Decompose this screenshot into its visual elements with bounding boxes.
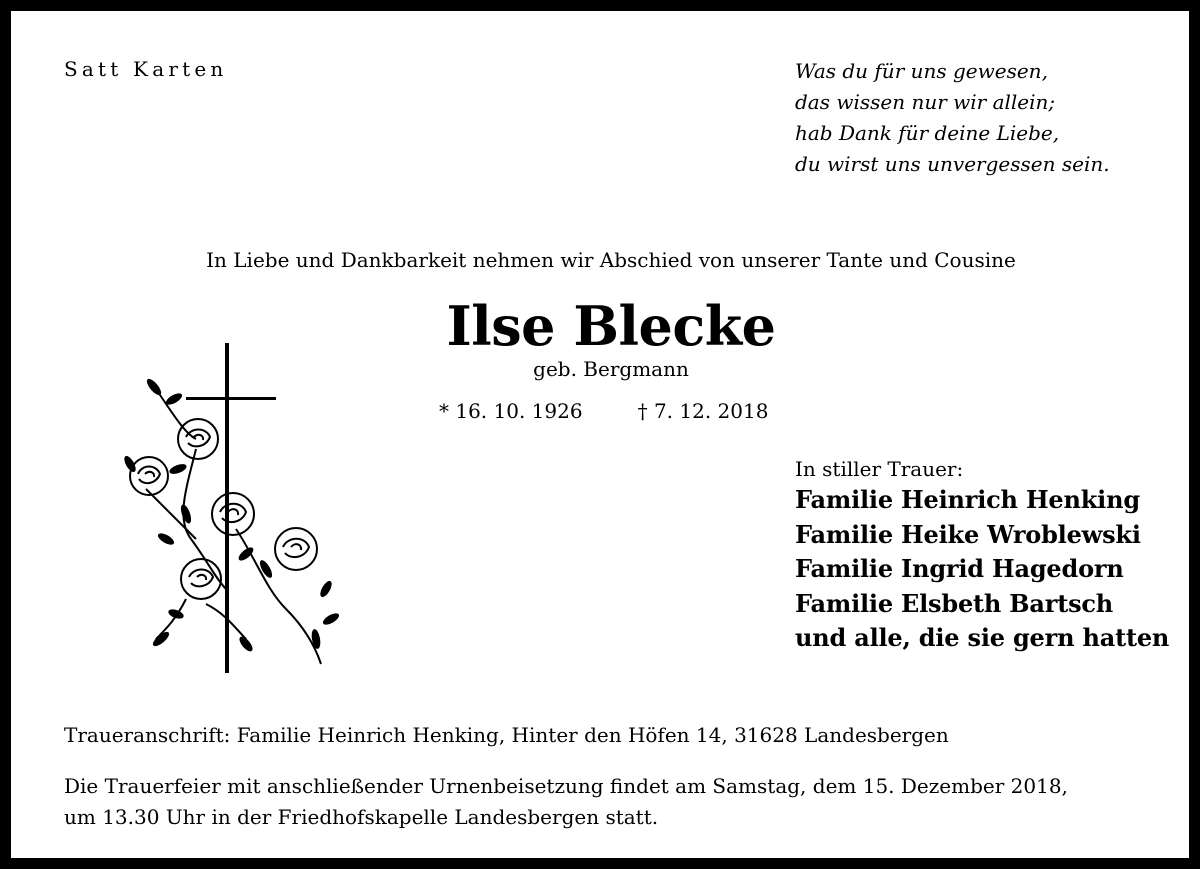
mourning-address: Traueranschrift: Familie Heinrich Henking, Hinter den Höfen 14, 31628 Landesbergen <box>64 723 949 747</box>
mourners-block <box>795 455 1169 656</box>
ceremony-line: um 13.30 Uhr in der Friedhofskapelle Landesbergen statt. <box>64 805 659 829</box>
mourners-lead: In stiller Trauer: <box>795 457 964 481</box>
intro-text: In Liebe und Dankbarkeit nehmen wir Abschied von unserer Tante und Cousine <box>206 248 1016 272</box>
mourner-family: Familie Heinrich Henking <box>795 485 1140 514</box>
source-label: Satt Karten <box>64 57 228 81</box>
ceremony-info <box>64 771 1068 833</box>
death-date: † 7. 12. 2018 <box>637 399 769 423</box>
poem-line: du wirst uns unvergessen sein. <box>795 152 1110 176</box>
birth-name: geb. Bergmann <box>533 357 689 381</box>
poem-line: Was du für uns gewesen, <box>795 59 1048 83</box>
mourner-family: und alle, die sie gern hatten <box>795 623 1170 652</box>
poem-line: hab Dank für deine Liebe, <box>795 121 1060 145</box>
deceased-name: Ilse Blecke <box>446 294 776 358</box>
poem-line: das wissen nur wir allein; <box>795 90 1056 114</box>
life-dates <box>439 399 768 423</box>
birth-date: * 16. 10. 1926 <box>439 399 583 423</box>
cross-with-roses-icon <box>116 339 346 675</box>
ceremony-line: Die Trauerfeier mit anschließender Urnenbeisetzung findet am Samstag, dem 15. Dezember 2018, <box>64 774 1068 798</box>
mourner-family: Familie Ingrid Hagedorn <box>795 554 1124 583</box>
poem <box>795 56 1110 180</box>
mourner-family: Familie Elsbeth Bartsch <box>795 588 1114 618</box>
mourner-family: Familie Heike Wroblewski <box>795 519 1141 549</box>
